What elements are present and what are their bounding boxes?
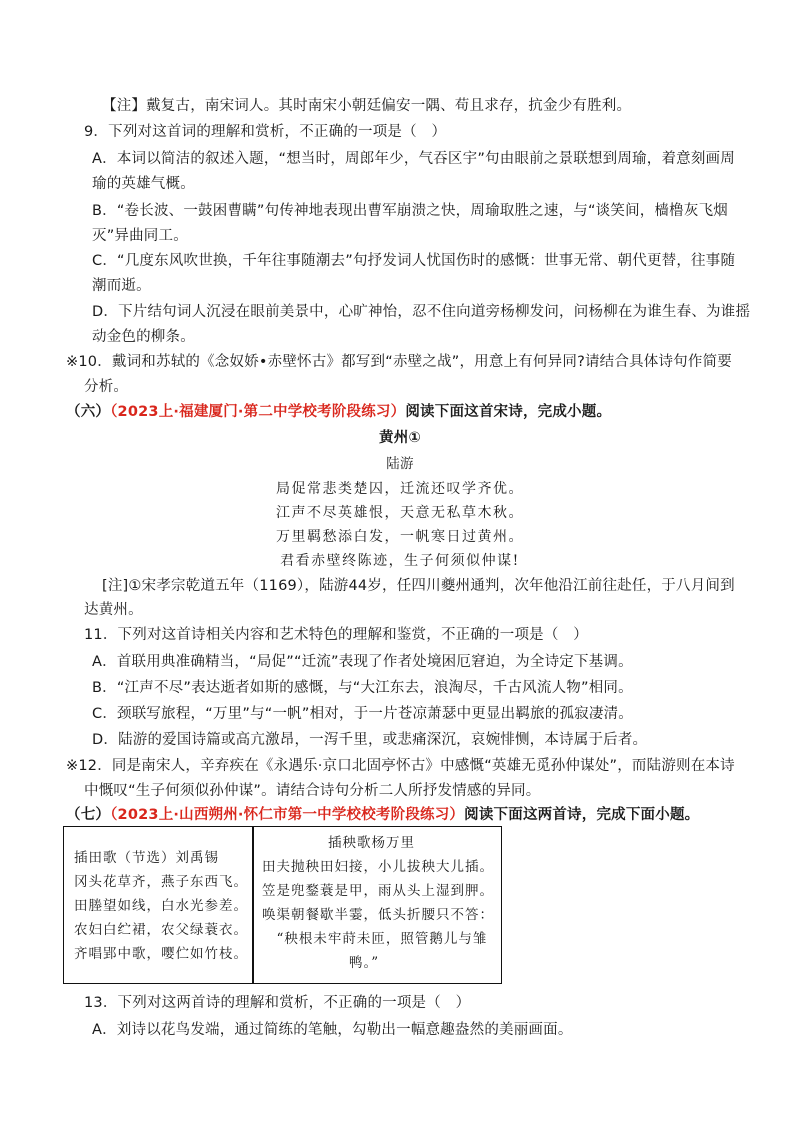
poems-table-divider [252, 826, 254, 984]
section-6-source: （2023上·福建厦门·第二中学校考阶段练习） [110, 404, 406, 420]
poem-note-cont: 达黄州。 [84, 602, 143, 618]
poem-title: 黄州① [379, 430, 421, 446]
poem-line-4: 君看赤壁终陈迹，生子何须似仲谋! [280, 553, 520, 569]
poem-line-2: 江声不尽英雄恨，天意无私草木秋。 [276, 505, 524, 521]
q11-option-c: C．颈联写旅程，“万里”与“一帆”相对，于一片苍凉萧瑟中更显出羁旅的孤寂凄清。 [92, 706, 633, 722]
right-poem-title: 插秧歌杨万里 [328, 835, 415, 851]
question-11-stem: 11．下列对这首诗相关内容和艺术特色的理解和鉴赏，不正确的一项是（ ） [84, 627, 588, 643]
q9-option-c: C．“几度东风吹世换，千年往事随潮去”句抒发词人忧国伤时的感慨：世事无常、朝代更替，往事随 [92, 253, 736, 269]
left-poem-line-2: 田塍望如线，白水光参差。 [74, 898, 248, 914]
right-poem-line-1: 田夫抛秧田妇接，小儿拔秧大儿插。 [262, 859, 494, 875]
section-6-instruction: 阅读下面这首宋诗，完成小题。 [405, 404, 612, 420]
q11-option-b: B．“江声不尽”表达逝者如斯的感慨，与“大江东去，浪淘尽，千古风流人物”相同。 [92, 680, 633, 696]
q9-option-a-cont: 瑜的英雄气概。 [92, 176, 195, 192]
question-10-cont: 分析。 [84, 379, 129, 395]
section-6-header [66, 402, 611, 422]
poem-line-1: 局促常悲类楚囚，迁流还叹学齐优。 [276, 481, 524, 497]
right-poem-line-3: 唤渠朝餐歇半霎，低头折腰只不答： [262, 907, 494, 923]
q9-option-b: B．“卷长波、一鼓困曹瞒”句传神地表现出曹军崩溃之快，周瑜取胜之速，与“谈笑间，樯橹灰飞烟 [92, 203, 728, 219]
poem-author: 陆游 [386, 456, 414, 472]
section-7-source: （2023上·山西朔州·怀仁市第一中学校校考阶段练习） [110, 807, 465, 823]
q9-option-d-cont: 动金色的柳条。 [92, 329, 195, 345]
section-7-header [66, 805, 699, 825]
question-13-stem: 13．下列对这两首诗的理解和赏析，不正确的一项是（ ） [84, 995, 471, 1011]
q9-option-c-cont: 潮而逝。 [92, 278, 151, 294]
right-poem-line-4: “秧根未牢莳未匝，照管鹅儿与雏 [262, 931, 488, 947]
section-7-instruction: 阅读下面这两首诗，完成下面小题。 [464, 807, 700, 823]
section-7-number: （七） [66, 807, 111, 823]
poem-note: [注]①宋孝宗乾道五年（1169），陆游44岁，任四川夔州通判，次年他沿江前往赴任，于八月间到 [102, 578, 735, 594]
question-10: ※10．戴词和苏轼的《念奴娇•赤壁怀古》都写到“赤壁之战”，用意上有何异同?请结合具体诗句作简要 [66, 354, 732, 370]
right-poem-line-2: 笠是兜鍪蓑是甲，雨从头上湿到胛。 [262, 883, 494, 899]
q11-option-a: A．首联用典准确精当，“局促”“迁流”表现了作者处境困厄窘迫，为全诗定下基调。 [92, 654, 633, 670]
question-12-cont: 中慨叹“生子何须似孙仲谋”。请结合诗句分析二人所抒发情感的异同。 [84, 783, 541, 799]
section-6-number: （六） [66, 404, 111, 420]
q9-option-d: D．下片结句词人沉浸在眼前美景中，心旷神怡，忍不住向道旁杨柳发问，问杨柳在为谁生春、为谁摇 [92, 304, 751, 320]
left-poem-line-4: 齐唱郢中歌，嘤伫如竹枝。 [74, 946, 248, 962]
q13-option-a: A．刘诗以花鸟发端，通过简练的笔触，勾勒出一幅意趣盎然的美丽画面。 [92, 1022, 573, 1038]
q9-option-a: A．本词以简洁的叙述入题，“想当时，周郎年少，气吞区宇”句由眼前之景联想到周瑜，着意刻画周 [92, 151, 735, 167]
q9-option-b-cont: 灭”异曲同工。 [92, 228, 188, 244]
poem-line-3: 万里羁愁添白发，一帆寒日过黄州。 [276, 529, 524, 545]
question-12: ※12．同是南宋人，辛弃疾在《永遇乐·京口北固亭怀古》中感慨“英雄无觅孙仲谋处”，而陆游则在本诗 [66, 758, 735, 774]
left-poem-line-1: 冈头花草齐，燕子东西飞。 [74, 874, 248, 890]
question-9-stem: 9．下列对这首词的理解和赏析，不正确的一项是（ ） [84, 124, 447, 140]
right-poem-line-5: 鸭。” [262, 955, 380, 971]
left-poem-title: 插田歌（节选）刘禹锡 [74, 850, 219, 866]
left-poem-line-3: 农妇白纻裙，农父绿蓑衣。 [74, 922, 248, 938]
annotation-note: 【注】戴复古，南宋词人。其时南宋小朝廷偏安一隅、苟且求存，抗金少有胜利。 [102, 98, 632, 114]
q11-option-d: D．陆游的爱国诗篇或高亢激昂，一泻千里，或悲痛深沉，哀婉悱恻，本诗属于后者。 [92, 732, 648, 748]
